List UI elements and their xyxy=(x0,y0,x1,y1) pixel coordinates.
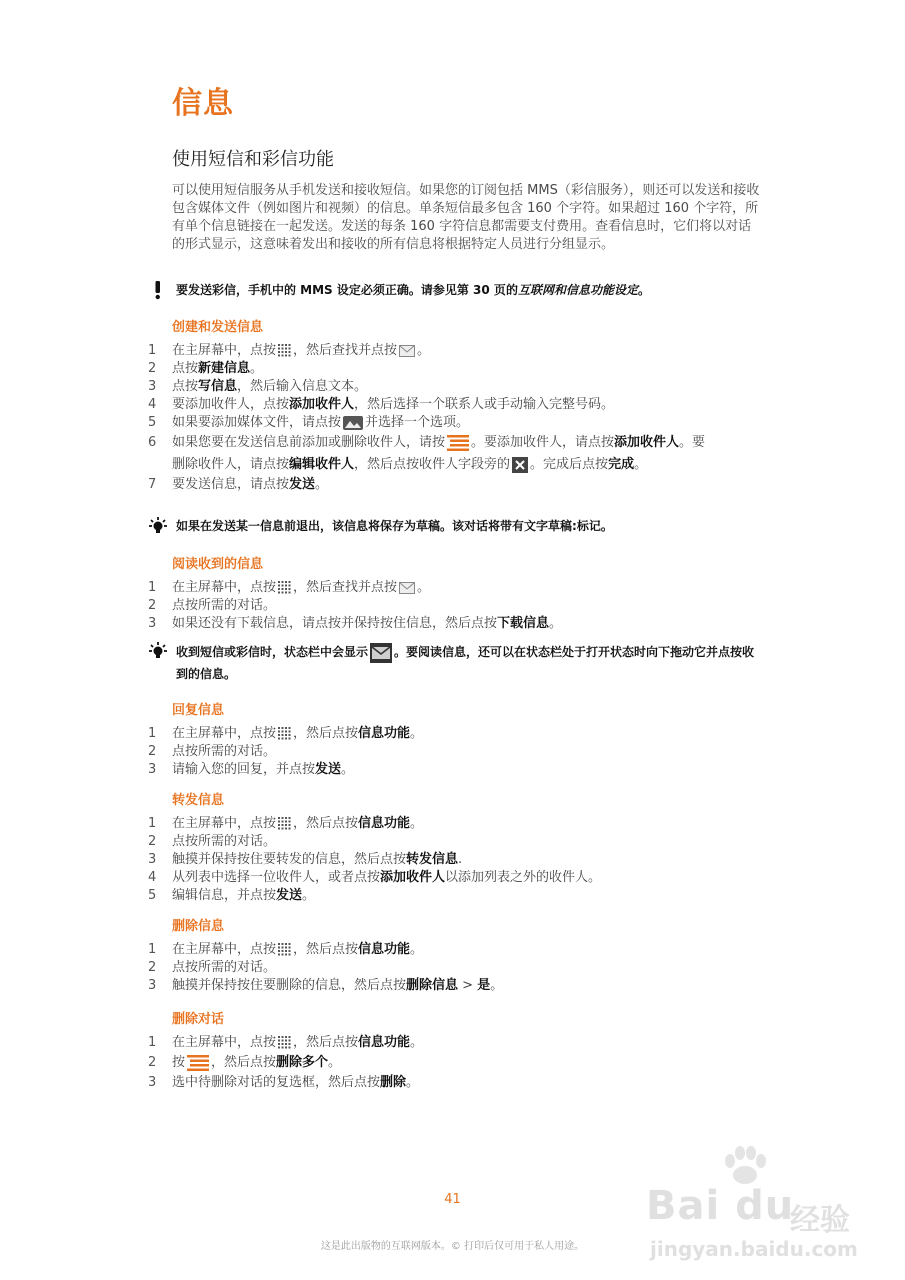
list-item: 1 在主屏幕中，点按 ，然后查找并点按 。 xyxy=(148,580,431,595)
menu-icon xyxy=(447,435,469,451)
list-item: 3 如果还没有下载信息，请点按并保持按住信息，然后点按下载信息。 xyxy=(148,616,563,631)
app-grid-icon xyxy=(278,943,291,956)
watermark-url: jingyan.baidu.com xyxy=(650,1237,858,1261)
list-item: 4 要添加收件人，点按添加收件人，然后选择一个联系人或手动输入完整号码。 xyxy=(148,397,615,412)
list-item: 3 选中待删除对话的复选框，然后点按删除。 xyxy=(148,1075,420,1090)
list-item: 1 在主屏幕中，点按 ，然后点按信息功能。 xyxy=(148,942,424,957)
remove-recipient-icon xyxy=(512,457,528,473)
lightbulb-icon xyxy=(148,641,168,661)
app-grid-icon xyxy=(278,581,291,594)
list-item: 3 请输入您的回复，并点按发送。 xyxy=(148,762,355,777)
list-item: 3 点按写信息，然后输入信息文本。 xyxy=(148,379,368,394)
app-grid-icon xyxy=(278,817,291,830)
list-item: 7 要发送信息，请点按发送。 xyxy=(148,477,329,492)
list-item: 6 如果您要在发送信息前添加或删除收件人，请按 。要添加收件人，请点按添加收件人。要删除收件人，请点按编辑收件人，然后点按收件人字段旁的 。完成后点按完成。 xyxy=(148,435,706,472)
section-title-create: 创建和发送信息 xyxy=(172,320,264,335)
list-item: 1 在主屏幕中，点按 ，然后点按信息功能。 xyxy=(148,1035,424,1050)
intro-paragraph: 可以使用短信服务从手机发送和接收短信。如果您的订阅包括 MMS（彩信服务），则还可以发送和接收包含媒体文件（例如图片和视频）的信息。单条短信最多包含 160 个字符。如果超过 160 个字符，所有单个信息链接在一起发送。发送的每条 160 字符信息都需要支付费用。查看信息时，它们将以对话的形式显示，这意味着发出和接收的所有信息将根据特定人员进行分组显示。 xyxy=(172,183,760,252)
list-item: 5 如果要添加媒体文件，请点按 并选择一个选项。 xyxy=(148,415,470,430)
list-item: 1 在主屏幕中，点按 ，然后查找并点按 。 xyxy=(148,343,431,358)
watermark-brand: Bai du xyxy=(646,1183,795,1229)
list-item: 3 触摸并保持按住要删除的信息，然后点按删除信息 > 是。 xyxy=(148,978,504,993)
note-text: 要发送彩信，手机中的 MMS 设定必须正确。请参见第 30 页的 xyxy=(176,283,518,297)
page-title: 信息 xyxy=(172,86,234,121)
list-item: 2 点按新建信息。 xyxy=(148,361,264,376)
section-title-read: 阅读收到的信息 xyxy=(172,557,264,572)
steps-read xyxy=(148,579,748,633)
steps-reply xyxy=(148,725,748,779)
list-item: 2 点按所需的对话。 xyxy=(148,960,277,975)
paw-icon xyxy=(720,1145,770,1185)
steps-forward xyxy=(148,815,748,905)
steps-create xyxy=(148,342,748,494)
list-item: 2 点按所需的对话。 xyxy=(148,834,277,849)
steps-delete-message xyxy=(148,941,748,995)
list-item: 5 编辑信息，并点按发送。 xyxy=(148,888,316,903)
steps-delete-conversation xyxy=(148,1034,748,1092)
watermark-cn: 经验 xyxy=(790,1203,850,1238)
note-link: 互联网和信息功能设定 xyxy=(517,283,638,297)
document-page: 信息 使用短信和彩信功能 可以使用短信服务从手机发送和接收短信。如果您的订阅包括 MMS（彩信服务），则还可以发送和接收包含媒体文件（例如图片和视频）的信息。单条短信最多包含 160 个字符。如果超过 160 个字符，所有单个信息链接在一起发送。发送的每条 160 字符信息都需要支付费用。查看信息时，它们将以对话的形式显示，这意味着发出和接收的所有信息将根据特定人员进行分组显示。 要发送彩信，手机中的 MMS 设定必须正确。请参见第 30 页的互联网和信息功能设定。 创建和发送信息 1 在主屏幕中，点按 ，然后查找并点按 。 2 点按新建信息。 3 点按写信息，然后输入信息文本。 4 要添加收件人，点按添加收件人，然后选择一个联系人或手动输入完整号码。 5 如果要添加媒体文件，请点按 并选择一个选项。 6 如果您要在发送信息前添加或删除收件人，请按 。要添加收件人，请点按添加收件人。要删除收件人，请点按编辑收件人，然后点按收件人字段旁的 。完成后点按完成。 7 要发送信息，请点按发送。 如果在发送某一信息前退出，该信息将保存为草稿。该对话将带有文字草稿:标记。 阅读收到的信息 1 在主屏幕中，点按 ，然后查找并点按 。 2 点按所需的对话。 3 如果还没有下载信息，请点按并保持按住信息，然后点按下载信息。 收到短信或彩信时，状态栏中会显示 。要阅读信息，还可以在状态栏处于打开状态时向下拖动它并点按收到的信息。 回复信息 1 在主屏幕中，点按 ，然后点按信息功能。 2 点按所需的对话。 3 请输入您的回复，并点按发送。 转发信息 1 在主屏幕中，点按 ，然后点按信息功能。 2 点按所需的对话。 3 触摸并保持按住要转发的信息，然后点按转发信息. 4 从列表中选择一位收件人，或者点按添加收件人以添加列表之外的收件人。 5 编辑信息，并点按发送。 删除信息 1 在主屏幕中，点按 ，然后点按信息功能。 2 点按所需的对话。 3 触摸并保持按住要删除的信息，然后点按删除信息 > 是。 删除对话 1 在主屏幕中，点按 ，然后点按信息功能。 2 按 ，然后点按删除多个。 3 选中待删除对话的复选框，然后点按删除。 Bai du 经验 jingyan.baidu.com 41 这是此出版物的互联网版本。© 打印后仅可用于私人用途。 xyxy=(0,0,905,1280)
section-title-forward: 转发信息 xyxy=(172,793,225,808)
list-item: 2 按 ，然后点按删除多个。 xyxy=(148,1055,342,1070)
list-item: 4 从列表中选择一位收件人，或者点按添加收件人以添加列表之外的收件人。 xyxy=(148,870,602,885)
menu-icon xyxy=(187,1055,209,1071)
section-title-delete-conversation: 删除对话 xyxy=(172,1012,225,1027)
lightbulb-icon xyxy=(148,516,168,536)
section-heading: 使用短信和彩信功能 xyxy=(172,149,334,170)
baidu-watermark xyxy=(640,1145,880,1275)
app-grid-icon xyxy=(278,344,291,357)
new-message-status-icon xyxy=(370,643,392,663)
envelope-icon xyxy=(399,582,415,594)
page-number: 41 xyxy=(444,1192,461,1207)
list-item: 1 在主屏幕中，点按 ，然后点按信息功能。 xyxy=(148,726,424,741)
list-item: 1 在主屏幕中，点按 ，然后点按信息功能。 xyxy=(148,816,424,831)
app-grid-icon xyxy=(278,727,291,740)
list-item: 2 点按所需的对话。 xyxy=(148,744,277,759)
section-title-reply: 回复信息 xyxy=(172,703,225,718)
image-attach-icon xyxy=(343,416,363,430)
exclamation-icon xyxy=(148,280,168,300)
envelope-icon xyxy=(399,345,415,357)
section-title-delete-message: 删除信息 xyxy=(172,919,225,934)
app-grid-icon xyxy=(278,1036,291,1049)
list-item: 2 点按所需的对话。 xyxy=(148,598,277,613)
list-item: 3 触摸并保持按住要转发的信息，然后点按转发信息. xyxy=(148,852,463,867)
footer-notice: 这是此出版物的互联网版本。© 打印后仅可用于私人用途。 xyxy=(320,1241,585,1252)
